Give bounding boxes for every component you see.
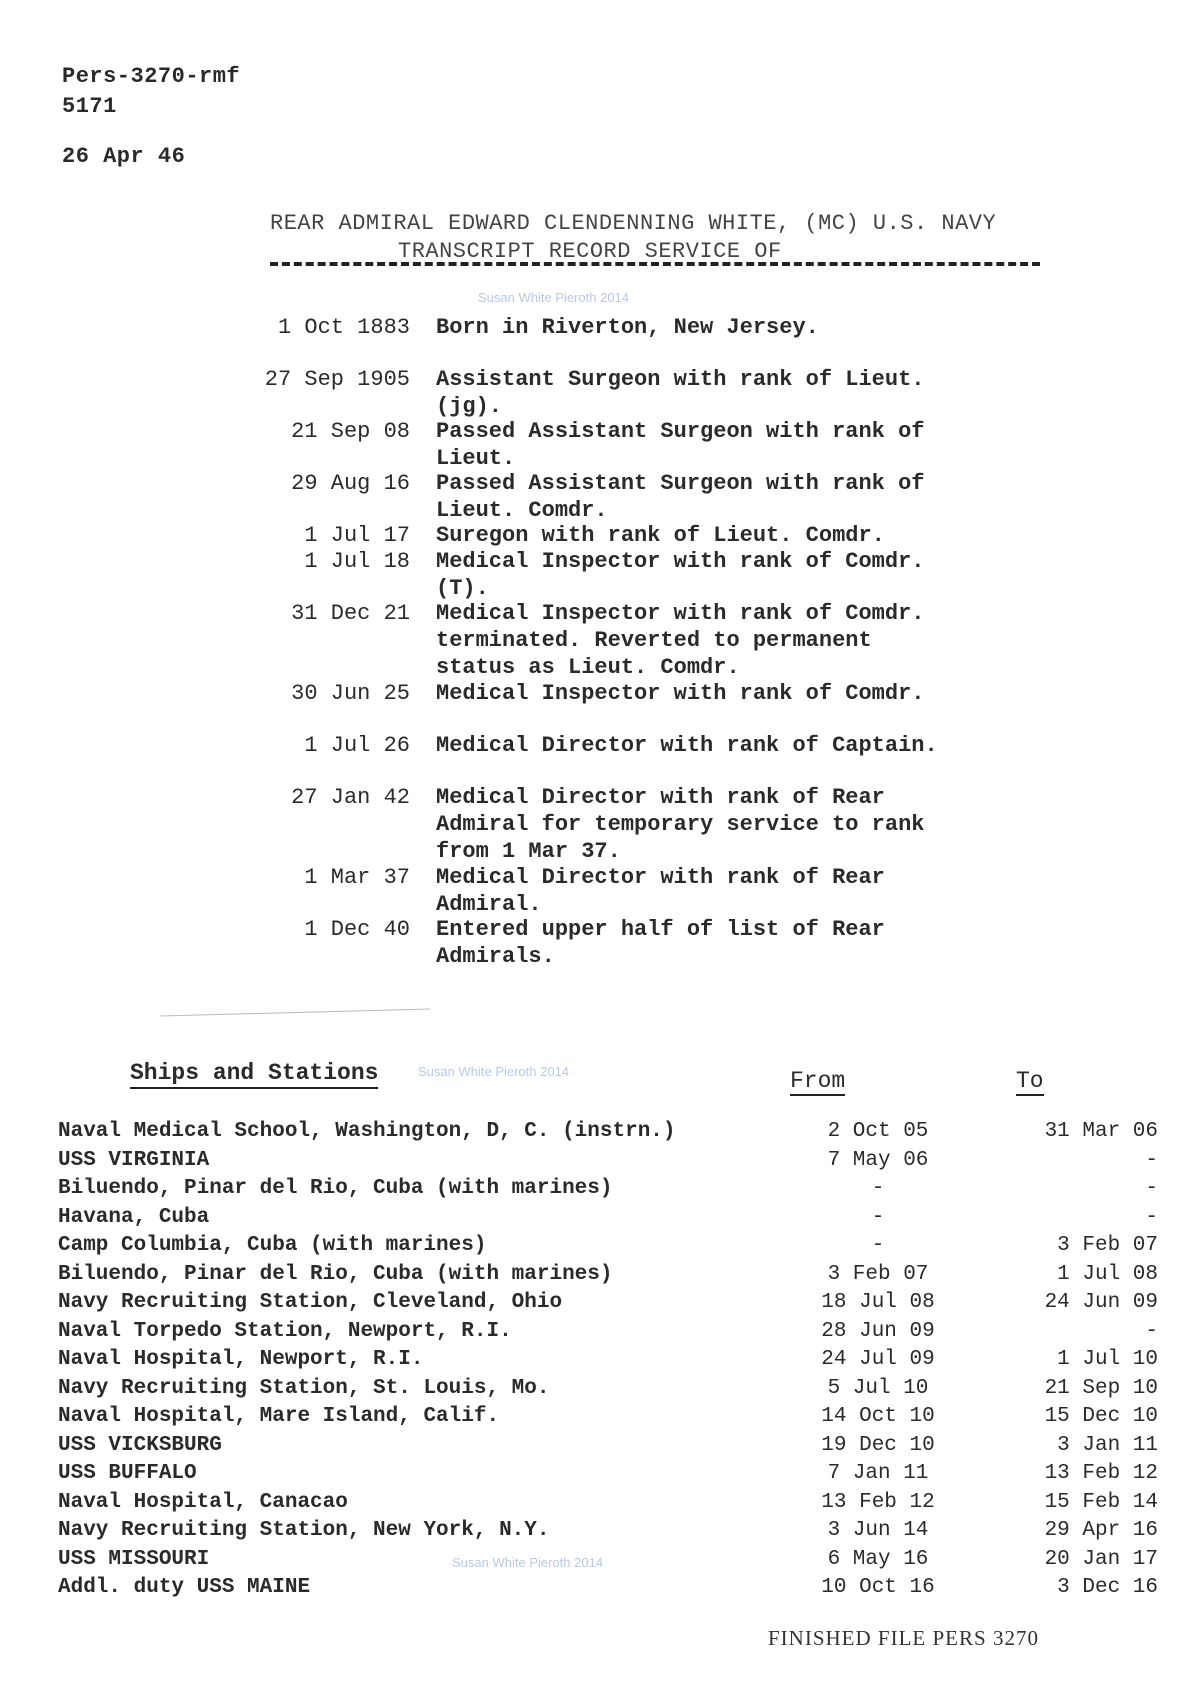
career-date: 31 Dec 21 [291,601,410,626]
career-description: Medical Inspector with rank of Comdr. (T). [436,549,925,601]
station-to-date: 3 Jan 11 [1057,1433,1158,1457]
station-name: Naval Hospital, Newport, R.I. [58,1348,424,1371]
watermark: Susan White Pieroth 2014 [478,290,630,305]
career-description: Medical Inspector with rank of Comdr. terminated. Reverted to permanent status as Lieut. Comdr. [436,601,925,680]
station-row [58,1348,1158,1377]
station-name: Havana, Cuba [58,1205,210,1229]
career-description: Suregon with rank of Lieut. Comdr. [436,523,885,548]
station-row [58,1291,1158,1320]
career-date: 21 Sep 08 [291,419,410,444]
document-title [270,210,1030,266]
station-to-date: 29 Apr 16 [1044,1519,1158,1542]
station-row [58,1576,1158,1605]
station-name: Addl. duty USS MAINE [58,1576,311,1599]
station-name: USS BUFFALO [58,1462,197,1485]
station-from-date: 14 Oct 10 [821,1405,935,1428]
stations-table [58,1120,1158,1605]
station-name: Naval Hospital, Canacao [58,1490,348,1514]
station-name: USS MISSOURI [58,1547,210,1571]
station-name: Naval Torpedo Station, Newport, R.I. [58,1319,512,1343]
career-description: Assistant Surgeon with rank of Lieut. (jg). [436,367,925,419]
career-entry [230,680,956,707]
career-entry [230,784,956,865]
career-description: Medical Director with rank of Rear Admiral. [436,865,885,917]
station-to-date: 31 Mar 06 [1044,1120,1158,1143]
station-row [58,1405,1158,1434]
station-row [58,1491,1158,1520]
station-to-date: 21 Sep 10 [1044,1376,1158,1400]
station-from-date: 3 Feb 07 [827,1262,929,1286]
station-from-date: 13 Feb 12 [821,1490,935,1514]
from-column-heading: From [790,1068,846,1094]
career-entry [230,366,956,420]
career-date: 1 Oct 1883 [277,315,410,340]
career-entry [230,548,956,602]
station-row [58,1434,1158,1463]
career-date: 1 Jul 26 [304,733,410,758]
career-date: 30 Jun 25 [291,681,410,706]
career-description: Passed Assistant Surgeon with rank of Lieut. Comdr. [436,471,925,523]
career-description: Entered upper half of list of Rear Admirals. [436,917,885,969]
station-to-date: 24 Jun 09 [1044,1291,1158,1314]
station-from-date: 3 Jun 14 [827,1519,929,1542]
career-entry [230,522,956,549]
station-name: USS VIRGINIA [58,1148,210,1172]
career-date: 27 Jan 42 [291,785,410,810]
career-description: Passed Assistant Surgeon with rank of Lieut. [436,419,925,471]
station-to-date: 15 Dec 10 [1044,1405,1158,1428]
career-date: 1 Jul 18 [304,549,410,574]
title-line-1: REAR ADMIRAL EDWARD CLENDENNING WHITE, (MC) U.S. NAVY [270,211,997,236]
career-description: Medical Director with rank of Captain. [436,733,938,758]
station-to-date: 13 Feb 12 [1044,1462,1158,1485]
career-entry [230,418,956,472]
station-to-date: 1 Jul 10 [1057,1348,1158,1371]
station-name: Biluendo, Pinar del Rio, Cuba (with marines) [58,1177,613,1200]
station-to-date: - [1145,1148,1158,1172]
station-from-date: 28 Jun 09 [821,1319,935,1343]
station-row [58,1234,1158,1263]
finished-file-stamp: FINISHED FILE PERS 3270 [768,1626,1039,1650]
station-from-date: 7 Jan 11 [827,1462,929,1485]
career-entry [230,732,956,759]
station-name: Navy Recruiting Station, St. Louis, Mo. [58,1376,550,1400]
career-date: 29 Aug 16 [291,471,410,496]
station-from-date: 6 May 16 [827,1547,929,1571]
station-row [58,1548,1158,1577]
station-to-date: 3 Dec 16 [1057,1576,1158,1599]
career-description: Medical Director with rank of Rear Admiral for temporary service to rank from 1 Mar 37. [436,785,925,864]
station-from-date: - [871,1177,885,1200]
station-name: Naval Hospital, Mare Island, Calif. [58,1405,500,1428]
station-from-date: 24 Jul 09 [821,1348,935,1371]
faint-rule [160,1008,430,1016]
station-to-date: 3 Feb 07 [1057,1234,1158,1257]
station-from-date: 2 Oct 05 [827,1120,929,1143]
station-name: USS VICKSBURG [58,1433,222,1457]
station-name: Navy Recruiting Station, New York, N.Y. [58,1519,550,1542]
dashed-divider [270,262,1040,266]
station-name: Biluendo, Pinar del Rio, Cuba (with marines) [58,1262,613,1286]
station-row [58,1377,1158,1406]
career-date: 1 Mar 37 [304,865,410,890]
to-column-heading: To [1016,1068,1044,1094]
station-from-date: 19 Dec 10 [821,1433,935,1457]
watermark: Susan White Pieroth 2014 [418,1064,570,1079]
station-to-date: - [1145,1177,1158,1200]
reference-block [62,62,240,122]
station-row [58,1263,1158,1292]
station-row [58,1149,1158,1178]
station-row [58,1120,1158,1149]
career-date: 27 Sep 1905 [264,367,410,392]
reference-code: Pers-3270-rmf [62,64,241,89]
station-to-date: - [1145,1205,1158,1229]
watermark: Susan White Pieroth 2014 [452,1555,604,1570]
station-name: Naval Medical School, Washington, D, C. (instrn.) [58,1120,676,1143]
career-entry [230,314,956,341]
station-from-date: 10 Oct 16 [821,1576,935,1599]
station-from-date: 18 Jul 08 [821,1291,935,1314]
station-to-date: 1 Jul 08 [1057,1262,1158,1286]
career-entry [230,470,956,524]
career-entry [230,916,956,970]
title-line-2: TRANSCRIPT RECORD SERVICE OF [398,239,782,264]
station-to-date: 20 Jan 17 [1044,1547,1158,1571]
career-entry [230,864,956,918]
station-from-date: - [871,1205,885,1229]
station-row [58,1177,1158,1206]
career-entry [230,600,956,681]
station-row [58,1206,1158,1235]
career-description: Medical Inspector with rank of Comdr. [436,681,925,706]
reference-number: 5171 [62,94,117,119]
station-row [58,1320,1158,1349]
station-name: Navy Recruiting Station, Cleveland, Ohio [58,1291,563,1314]
career-date: 1 Dec 40 [304,917,410,942]
station-row [58,1462,1158,1491]
career-date: 1 Jul 17 [304,523,410,548]
station-row [58,1519,1158,1548]
station-to-date: 15 Feb 14 [1044,1490,1158,1514]
ships-stations-heading: Ships and Stations [130,1060,378,1089]
station-name: Camp Columbia, Cuba (with marines) [58,1234,487,1257]
station-from-date: 5 Jul 10 [827,1376,929,1400]
station-to-date: - [1145,1319,1158,1343]
document-date: 26 Apr 46 [62,144,186,169]
career-description: Born in Riverton, New Jersey. [436,315,819,340]
station-from-date: - [871,1234,885,1257]
station-from-date: 7 May 06 [827,1148,929,1172]
